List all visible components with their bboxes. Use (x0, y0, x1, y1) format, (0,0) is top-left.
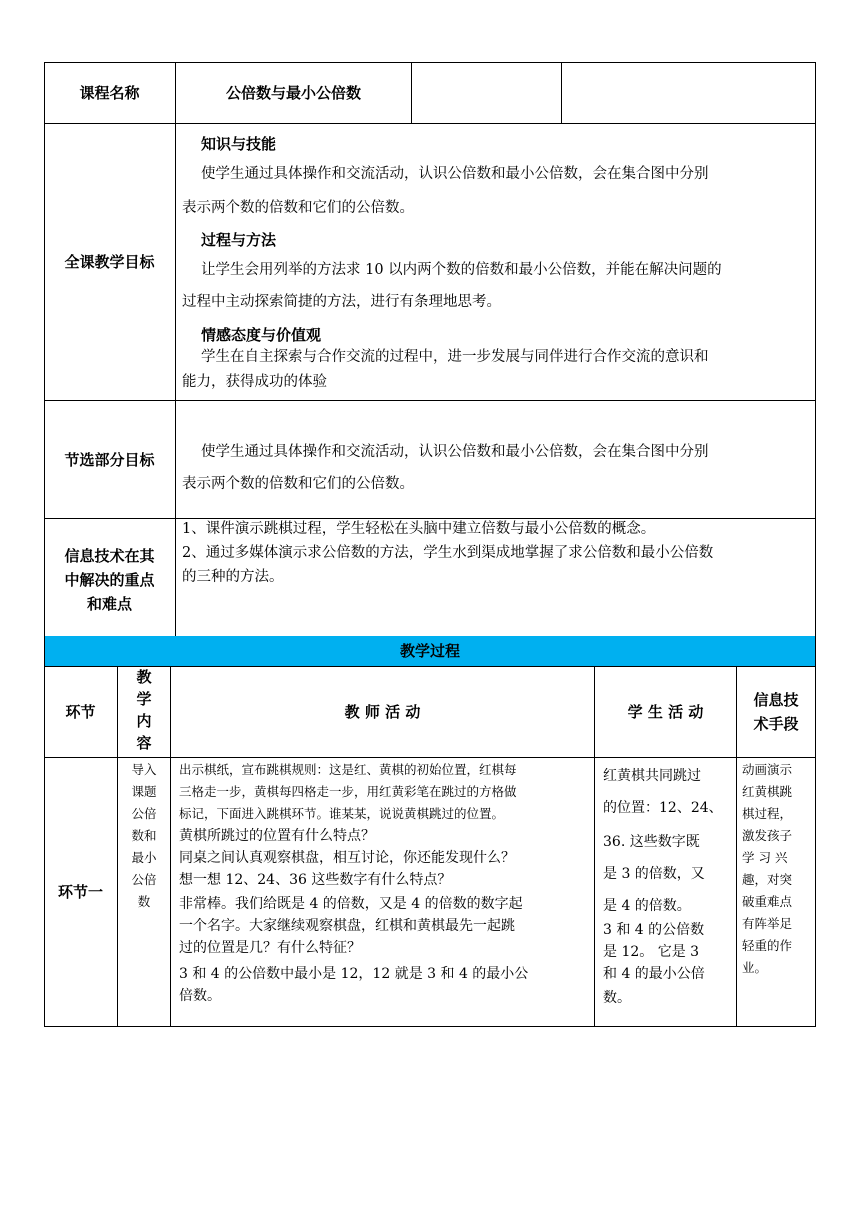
section-goal-line: 表示两个数的倍数和它们的公倍数。 (182, 476, 414, 492)
teacher-line: 标记，下面进入跳棋环节。谁某某，说说黄棋跳过的位置。 (179, 806, 505, 821)
content-line: 最小 (131, 850, 157, 865)
goals-label: 全课教学目标 (64, 253, 155, 271)
student-line: 是 3 的倍数，又 (603, 866, 705, 882)
title-cell-divider-2 (561, 62, 562, 123)
it-solve-label-line: 和难点 (86, 595, 132, 613)
goal-heading: 知识与技能 (201, 135, 277, 153)
it-means-header-line: 术手段 (753, 715, 799, 733)
it-means-line: 有阵举足 (742, 916, 793, 931)
student-line: 是 4 的倍数。 (603, 898, 691, 914)
student-line: 红黄棋共同跳过 (603, 768, 701, 784)
goal-line: 过程中主动探索简捷的方法，进行有条理地思考。 (182, 294, 501, 310)
student-line: 36. 这些数字既 (603, 834, 700, 850)
content-header-char: 教 (136, 668, 152, 686)
process-border-right (815, 636, 816, 1027)
teacher-activity-header: 教 师 活 动 (344, 703, 421, 721)
table-border-right (815, 62, 816, 636)
teacher-line: 3 和 4 的公倍数中最小是 12，12 就是 3 和 4 的最小公 (179, 966, 529, 982)
it-means-line: 业。 (742, 960, 768, 975)
goal-line: 让学生会用列举的方法求 10 以内两个数的倍数和最小公倍数，并能在解决问题的 (201, 262, 722, 278)
it-means-line: 破重难点 (742, 894, 793, 909)
goal-line: 使学生通过具体操作和交流活动，认识公倍数和最小公倍数，会在集合图中分别 (201, 166, 709, 182)
it-means-line: 动画演示 (742, 762, 793, 777)
it-means-line: 棋过程， (742, 806, 793, 821)
student-line: 的位置：12、24、 (603, 800, 723, 816)
content-line: 数 (137, 894, 151, 909)
goal-line: 表示两个数的倍数和它们的公倍数。 (182, 200, 414, 216)
section-goal-line: 使学生通过具体操作和交流活动，认识公倍数和最小公倍数，会在集合图中分别 (201, 444, 709, 460)
it-means-line: 趣，对突 (742, 872, 793, 887)
content-header-char: 内 (136, 712, 152, 730)
student-line: 和 4 的最小公倍 (603, 966, 705, 982)
it-means-line: 激发孩子 (742, 828, 793, 843)
stage-one-label: 环节一 (57, 883, 103, 901)
teacher-line: 三格走一步，黄棋每四格走一步，用红黄彩笔在跳过的方格做 (179, 784, 517, 799)
teacher-line: 非常棒。我们给既是 4 的倍数，又是 4 的倍数的数字起 (179, 896, 523, 912)
content-line: 公倍 (131, 806, 157, 821)
teacher-line: 出示棋纸，宣布跳棋规则：这是红、黄棋的初始位置，红棋每 (179, 762, 517, 777)
process-banner (44, 636, 816, 666)
label-column-divider (175, 62, 176, 636)
it-solve-line: 1、课件演示跳棋过程，学生轻松在头脑中建立倍数与最小公倍数的概念。 (182, 521, 656, 537)
row-divider-1 (44, 123, 816, 124)
content-line: 公倍 (131, 872, 157, 887)
student-activity-header: 学 生 活 动 (627, 703, 704, 721)
student-line: 是 12。 它是 3 (603, 944, 700, 960)
it-solve-line: 2、通过多媒体演示求公倍数的方法，学生水到渠成地掌握了求公倍数和最小公倍数 (182, 545, 714, 561)
process-border-left (44, 636, 45, 1027)
section-goal-label: 节选部分目标 (64, 451, 155, 469)
process-banner-title: 教学过程 (399, 642, 460, 660)
content-header-char: 容 (136, 734, 152, 752)
table-border-top (44, 62, 816, 63)
teacher-line: 倍数。 (179, 988, 221, 1004)
it-means-line: 红黄棋跳 (742, 784, 793, 799)
it-solve-label-line: 信息技术在其 (64, 547, 155, 565)
teacher-line: 黄棋所跳过的位置有什么特点？ (179, 828, 375, 844)
content-line: 导入 (131, 762, 157, 777)
goal-heading: 过程与方法 (201, 231, 277, 249)
teacher-line: 过的位置是几？有什么特征？ (179, 940, 361, 956)
goal-line: 学生在自主探索与合作交流的过程中，进一步发展与同伴进行合作交流的意识和 (201, 349, 709, 365)
it-means-line: 轻重的作 (742, 938, 793, 953)
teacher-line: 想一想 12、24、36 这些数字有什么特点？ (179, 872, 452, 888)
teacher-line: 同桌之间认真观察棋盘，相互讨论，你还能发现什么？ (179, 850, 515, 866)
teacher-line: 一个名字。大家继续观察棋盘，红棋和黄棋最先一起跳 (179, 918, 515, 934)
student-line: 数。 (603, 990, 631, 1006)
content-line: 数和 (131, 828, 157, 843)
title-cell-divider-1 (411, 62, 412, 123)
goal-heading: 情感态度与价值观 (201, 326, 322, 344)
process-border-bottom (44, 1026, 816, 1027)
student-line: 3 和 4 的公倍数 (603, 922, 705, 938)
course-name-label: 课程名称 (79, 84, 140, 102)
it-solve-line: 的三种的方法。 (182, 569, 284, 585)
content-line: 课题 (131, 784, 157, 799)
it-means-header-line: 信息技 (753, 691, 799, 709)
it-means-line: 学 习 兴 (742, 850, 788, 865)
stage-header: 环节 (65, 703, 96, 721)
it-solve-label-line: 中解决的重点 (64, 571, 155, 589)
process-header-bottom (44, 757, 816, 758)
content-header-char: 学 (136, 690, 152, 708)
course-name-value: 公倍数与最小公倍数 (225, 84, 361, 102)
row-divider-2 (44, 400, 816, 401)
goal-line: 能力，获得成功的体验 (182, 374, 327, 390)
